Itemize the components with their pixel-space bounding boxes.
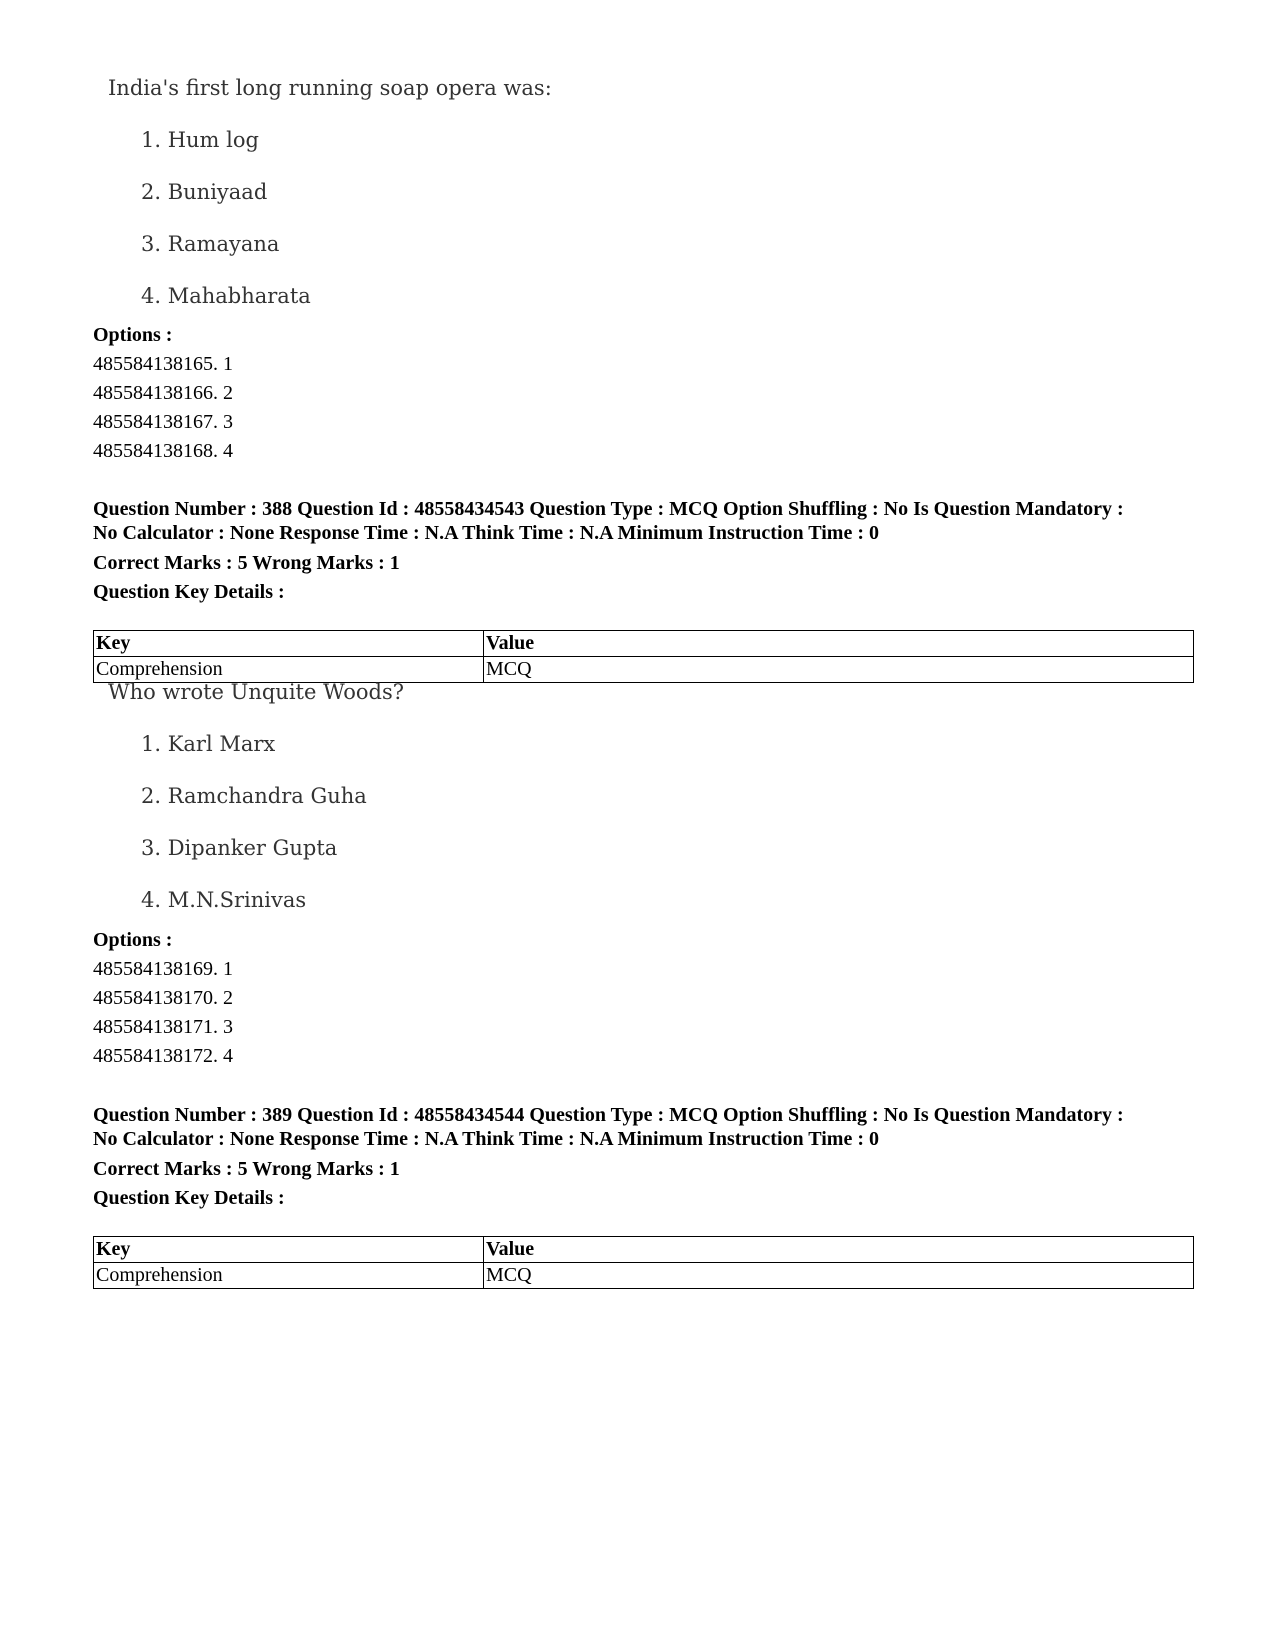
table-header-value: Value [484, 631, 1194, 657]
option-id: 485584138169. 1 [93, 958, 233, 980]
table-cell-key: Comprehension [94, 657, 484, 683]
question-meta-389 [93, 1103, 1203, 1213]
option-id: 485584138168. 4 [93, 440, 233, 462]
marks-line: Correct Marks : 5 Wrong Marks : 1 [93, 552, 400, 574]
option-id: 485584138170. 2 [93, 987, 233, 1009]
choice-item: 2. Ramchandra Guha [141, 784, 367, 808]
key-details-label: Question Key Details : [93, 1187, 285, 1209]
options-label: Options : [93, 324, 173, 346]
option-id: 485584138167. 3 [93, 411, 233, 433]
table-header-value: Value [484, 1237, 1194, 1263]
choice-item: 3. Ramayana [141, 232, 280, 256]
table-header-row [94, 1237, 1194, 1263]
meta-line-1: Question Number : 389 Question Id : 48558434544 Question Type : MCQ Option Shuffling : No Is Question Mandatory : [93, 1104, 1124, 1126]
marks-line: Correct Marks : 5 Wrong Marks : 1 [93, 1158, 400, 1180]
table-cell-value: MCQ [484, 657, 1194, 683]
option-id: 485584138172. 4 [93, 1045, 233, 1067]
table-header-key: Key [94, 1237, 484, 1263]
table-row [94, 1263, 1194, 1289]
question-text: India's first long running soap opera was: [108, 76, 552, 100]
question-meta-388 [93, 497, 1203, 607]
table-header-row [94, 631, 1194, 657]
key-details-label: Question Key Details : [93, 581, 285, 603]
options-block-2 [93, 926, 233, 1071]
meta-line-1: Question Number : 388 Question Id : 48558434543 Question Type : MCQ Option Shuffling : No Is Question Mandatory : [93, 498, 1124, 520]
meta-line-2: No Calculator : None Response Time : N.A Think Time : N.A Minimum Instruction Time : 0 [93, 522, 879, 544]
choice-item: 4. Mahabharata [141, 284, 311, 308]
table-cell-value: MCQ [484, 1263, 1194, 1289]
table-row [94, 657, 1194, 683]
choice-item: 2. Buniyaad [141, 180, 268, 204]
question-image-2 [108, 680, 404, 912]
key-details-table-388 [93, 630, 1194, 683]
choice-item: 1. Hum log [141, 128, 259, 152]
choice-item: 4. M.N.Srinivas [141, 888, 307, 912]
choice-item: 1. Karl Marx [141, 732, 276, 756]
options-block-1 [93, 321, 233, 466]
meta-line-2: No Calculator : None Response Time : N.A Think Time : N.A Minimum Instruction Time : 0 [93, 1128, 879, 1150]
option-id: 485584138165. 1 [93, 353, 233, 375]
option-id: 485584138166. 2 [93, 382, 233, 404]
option-id: 485584138171. 3 [93, 1016, 233, 1038]
table-header-key: Key [94, 631, 484, 657]
question-image-1 [108, 76, 552, 308]
question-text: Who wrote Unquite Woods? [108, 680, 404, 704]
table-cell-key: Comprehension [94, 1263, 484, 1289]
choice-item: 3. Dipanker Gupta [141, 836, 338, 860]
options-label: Options : [93, 929, 173, 951]
key-details-table-389 [93, 1236, 1194, 1289]
